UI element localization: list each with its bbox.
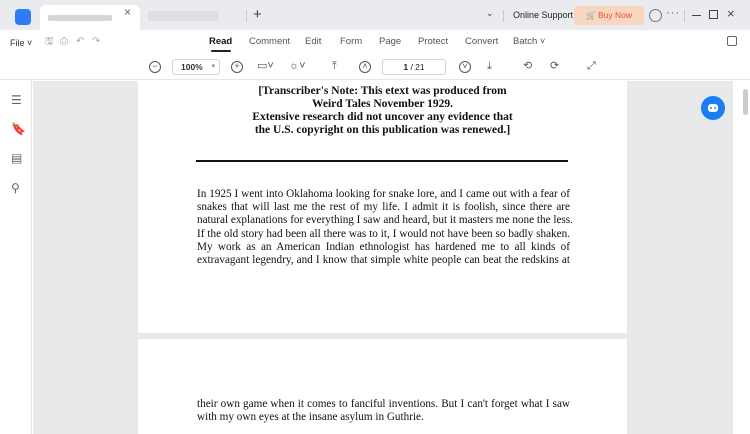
left-sidebar	[0, 80, 32, 434]
pdf-page-2	[138, 339, 627, 434]
print-icon[interactable]: ⎙	[60, 36, 68, 47]
transcriber-note-line: Weird Tales November 1929.	[312, 98, 453, 110]
document-viewer[interactable]	[33, 81, 733, 434]
comments-icon[interactable]: ▤	[11, 151, 23, 165]
transcriber-note-line: [Transcriber's Note: This etext was produced from	[258, 85, 507, 97]
paragraph	[197, 398, 570, 424]
tab-protect[interactable]: Protect	[418, 36, 449, 47]
scroll-thumb[interactable]	[743, 89, 748, 115]
text-line: natural explanations for everything I saw and heard, but it masters me none the less.	[197, 214, 573, 227]
cart-icon: 🛒	[586, 11, 596, 20]
search-icon[interactable]: ⚲	[11, 181, 20, 195]
buy-now-label: Buy Now	[597, 10, 632, 20]
tab-close-icon[interactable]: ×	[124, 5, 132, 19]
undo-icon[interactable]: ↶	[76, 36, 85, 47]
last-page-icon[interactable]: ⤓	[487, 60, 492, 72]
save-icon[interactable]: 🖫	[45, 36, 54, 47]
zoom-in-icon[interactable]: +	[231, 61, 243, 73]
text-line: My work as an American Indian ethnologist has hardened me to all kinds of	[197, 240, 570, 253]
pdf-page-1	[138, 81, 627, 333]
first-page-icon[interactable]: ⤒	[332, 60, 337, 72]
vertical-scrollbar[interactable]	[741, 81, 750, 434]
robot-icon	[708, 104, 718, 112]
tab-title	[48, 15, 112, 21]
page-view-icon[interactable]: ▭˅	[257, 60, 274, 72]
text-line: extravagant legendry, and I know that simple white people can beat the redskins at	[197, 254, 570, 267]
close-window-icon[interactable]: ×	[727, 6, 735, 21]
app-logo-icon	[15, 9, 31, 25]
divider	[684, 10, 685, 22]
bookmark-icon[interactable]: 🔖	[11, 122, 26, 136]
rotate-right-icon[interactable]: ⟳	[550, 60, 560, 72]
zoom-out-icon[interactable]: −	[149, 61, 161, 73]
tab-edit[interactable]: Edit	[305, 36, 322, 47]
paragraph	[197, 188, 573, 267]
open-external-icon[interactable]	[727, 36, 737, 46]
user-avatar-icon[interactable]	[649, 9, 662, 22]
horizontal-rule	[196, 160, 568, 162]
next-page-icon[interactable]: ˅	[459, 61, 471, 73]
divider	[246, 10, 247, 22]
title-bar	[0, 0, 750, 30]
text-line: In 1925 I went into Oklahoma looking for snake lore, and I came out with a fear of	[197, 188, 570, 200]
chevron-down-icon: ▾	[211, 63, 215, 70]
tab-form[interactable]: Form	[340, 36, 363, 47]
tab-page[interactable]: Page	[379, 36, 402, 47]
zoom-select[interactable]	[172, 59, 220, 75]
minimize-icon[interactable]	[692, 15, 701, 16]
divider	[503, 10, 504, 22]
tab-read[interactable]: Read	[209, 36, 233, 47]
toolbar	[0, 54, 750, 80]
transcriber-note-line: the U.S. copyright on this publication was renewed.]	[254, 124, 511, 136]
online-support-link[interactable]: Online Support	[513, 10, 574, 20]
tab-comment[interactable]: Comment	[249, 36, 291, 47]
total-pages: / 21	[410, 62, 425, 72]
menu-bar	[0, 30, 750, 54]
fullscreen-icon[interactable]: ⤢	[587, 60, 596, 72]
chevron-down-icon[interactable]: ⌄	[486, 8, 494, 18]
redo-icon[interactable]: ↷	[92, 36, 101, 47]
zoom-value: 100%	[181, 62, 203, 72]
text-line: their own game when it comes to fanciful inventions. But I can't forget what I saw	[197, 398, 570, 410]
more-icon[interactable]: ···	[666, 7, 680, 19]
maximize-icon[interactable]	[709, 10, 718, 19]
tab-convert[interactable]: Convert	[465, 36, 499, 47]
previous-page-icon[interactable]: ˄	[359, 61, 371, 73]
text-line: If the old story had been all there was to it, I would not have been so badly shaken.	[197, 227, 570, 240]
new-tab-icon[interactable]: +	[253, 6, 262, 23]
page-number-input[interactable]	[382, 59, 446, 75]
thumbnails-icon[interactable]: ☰	[11, 93, 22, 107]
active-tab-indicator	[211, 50, 231, 52]
tab-batch[interactable]: Batch ˅	[513, 36, 546, 47]
ai-assistant-button[interactable]	[701, 96, 725, 120]
text-line: snakes that will last me the rest of my life. I admit it is foolish, since there are	[197, 201, 570, 214]
rotate-left-icon[interactable]: ⟲	[523, 60, 533, 72]
buy-now-button[interactable]	[574, 6, 644, 25]
current-page: 1	[403, 62, 409, 72]
transcriber-note-line: Extensive research did not uncover any evidence that	[252, 111, 513, 123]
file-menu[interactable]: File ˅	[10, 38, 33, 48]
brightness-icon[interactable]: ☼˅	[289, 60, 306, 72]
tab-inactive-document[interactable]	[148, 11, 218, 21]
text-line: with my own eyes at the insane asylum in Guthrie.	[197, 411, 424, 424]
